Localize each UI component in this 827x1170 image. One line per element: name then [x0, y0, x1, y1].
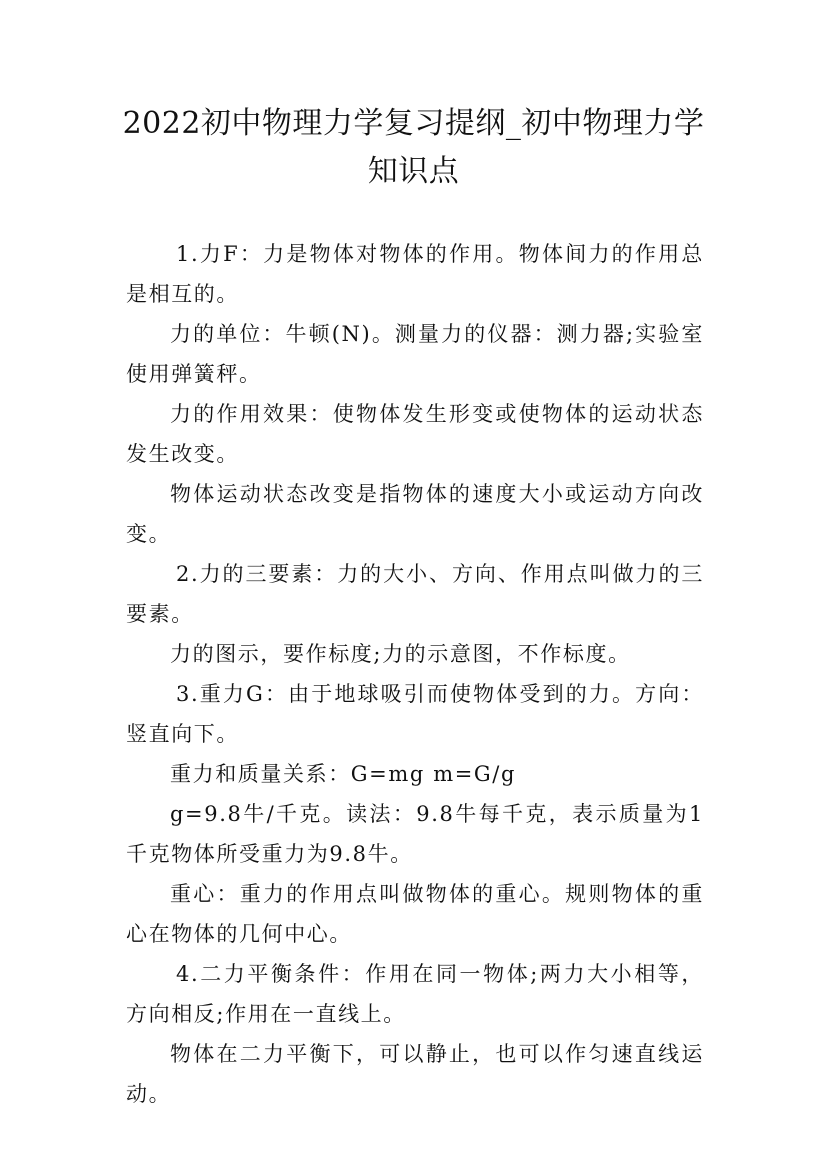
- paragraph-force-unit: 力的单位：牛顿(N)。测量力的仪器：测力器;实验室使用弹簧秤。: [126, 322, 704, 386]
- paragraph-g-value: g=9.8牛/千克。读法：9.8牛每千克，表示质量为1千克物体所受重力为9.8牛。: [126, 802, 704, 866]
- paragraph-force-definition: 1.力F：力是物体对物体的作用。物体间力的作用总是相互的。: [126, 242, 704, 306]
- paragraph-equilibrium-motion: 物体在二力平衡下，可以静止，也可以作匀速直线运动。: [126, 1042, 704, 1106]
- title-line-2: 知识点: [367, 154, 460, 189]
- paragraph-three-elements: 2.力的三要素：力的大小、方向、作用点叫做力的三要素。: [126, 562, 704, 626]
- paragraph-center-of-gravity: 重心：重力的作用点叫做物体的重心。规则物体的重心在物体的几何中心。: [126, 882, 704, 946]
- paragraph-force-diagram: 力的图示，要作标度;力的示意图，不作标度。: [170, 642, 631, 666]
- paragraph-force-effect: 力的作用效果：使物体发生形变或使物体的运动状态发生改变。: [126, 402, 704, 466]
- document-title: [110, 100, 717, 196]
- paragraph-gravity: 3.重力G：由于地球吸引而使物体受到的力。方向：竖直向下。: [126, 682, 704, 746]
- paragraph-motion-state-change: 物体运动状态改变是指物体的速度大小或运动方向改变。: [126, 482, 704, 546]
- title-line-1: 2022初中物理力学复习提纲_初中物理力学: [122, 106, 705, 141]
- paragraph-equilibrium-conditions: 4.二力平衡条件：作用在同一物体;两力大小相等，方向相反;作用在一直线上。: [126, 962, 704, 1026]
- paragraph-gravity-mass-relation: 重力和质量关系：G=mg m=G/g: [170, 762, 517, 786]
- document-body: [126, 234, 704, 1114]
